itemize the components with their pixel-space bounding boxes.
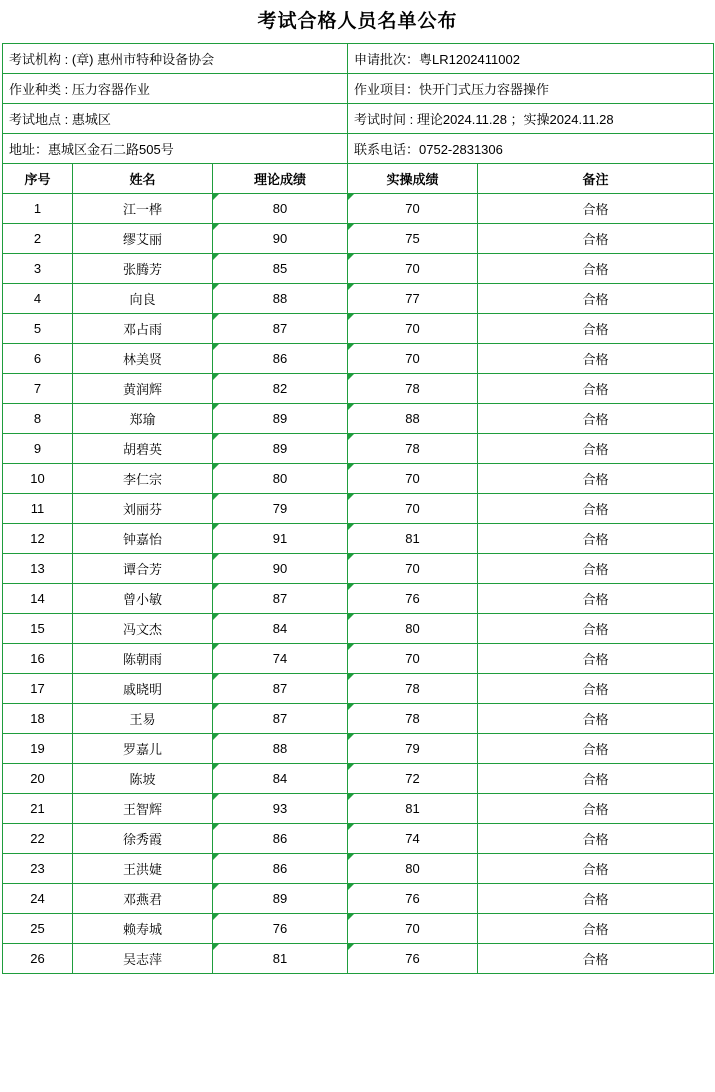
meta-address: 地址：惠城区金石二路505号 xyxy=(3,134,348,164)
cell-theory-score: 81 xyxy=(213,944,348,974)
cell-name: 罗嘉儿 xyxy=(73,734,213,764)
cell-index: 6 xyxy=(3,344,73,374)
cell-theory-score: 88 xyxy=(213,284,348,314)
cell-practice-score: 75 xyxy=(348,224,478,254)
column-header-practice: 实操成绩 xyxy=(348,164,478,194)
cell-name: 张腾芳 xyxy=(73,254,213,284)
cell-theory-score: 86 xyxy=(213,854,348,884)
cell-remark: 合格 xyxy=(478,464,714,494)
cell-theory-score: 82 xyxy=(213,374,348,404)
cell-remark: 合格 xyxy=(478,674,714,704)
cell-theory-score: 87 xyxy=(213,584,348,614)
cell-index: 14 xyxy=(3,584,73,614)
meta-work-type: 作业种类 : 压力容器作业 xyxy=(3,74,348,104)
cell-theory-score: 88 xyxy=(213,734,348,764)
cell-practice-score: 80 xyxy=(348,854,478,884)
cell-practice-score: 76 xyxy=(348,944,478,974)
cell-remark: 合格 xyxy=(478,374,714,404)
table-row xyxy=(3,794,714,824)
cell-practice-score: 70 xyxy=(348,254,478,284)
table-row xyxy=(3,224,714,254)
cell-theory-score: 76 xyxy=(213,914,348,944)
cell-name: 谭合芳 xyxy=(73,554,213,584)
cell-index: 2 xyxy=(3,224,73,254)
cell-practice-score: 76 xyxy=(348,884,478,914)
cell-practice-score: 81 xyxy=(348,794,478,824)
cell-practice-score: 70 xyxy=(348,464,478,494)
cell-remark: 合格 xyxy=(478,524,714,554)
cell-practice-score: 70 xyxy=(348,344,478,374)
cell-index: 5 xyxy=(3,314,73,344)
cell-theory-score: 86 xyxy=(213,824,348,854)
cell-practice-score: 80 xyxy=(348,614,478,644)
column-header-theory: 理论成绩 xyxy=(213,164,348,194)
cell-name: 黄润辉 xyxy=(73,374,213,404)
cell-index: 11 xyxy=(3,494,73,524)
cell-theory-score: 79 xyxy=(213,494,348,524)
cell-theory-score: 80 xyxy=(213,464,348,494)
cell-remark: 合格 xyxy=(478,584,714,614)
cell-name: 王洪婕 xyxy=(73,854,213,884)
cell-index: 1 xyxy=(3,194,73,224)
meta-row-worktype xyxy=(3,74,714,104)
exam-result-table xyxy=(2,43,714,974)
cell-theory-score: 84 xyxy=(213,764,348,794)
cell-name: 江一桦 xyxy=(73,194,213,224)
column-header-remark: 备注 xyxy=(478,164,714,194)
cell-index: 10 xyxy=(3,464,73,494)
column-header-name: 姓名 xyxy=(73,164,213,194)
meta-organization: 考试机构 : (章) 惠州市特种设备协会 xyxy=(3,44,348,74)
cell-index: 17 xyxy=(3,674,73,704)
cell-theory-score: 89 xyxy=(213,884,348,914)
cell-index: 7 xyxy=(3,374,73,404)
cell-theory-score: 74 xyxy=(213,644,348,674)
table-row xyxy=(3,824,714,854)
cell-remark: 合格 xyxy=(478,284,714,314)
meta-time: 考试时间 : 理论2024.11.28 ；实操2024.11.28 xyxy=(348,104,714,134)
cell-theory-score: 91 xyxy=(213,524,348,554)
table-row xyxy=(3,854,714,884)
cell-remark: 合格 xyxy=(478,494,714,524)
cell-name: 李仁宗 xyxy=(73,464,213,494)
cell-index: 19 xyxy=(3,734,73,764)
cell-theory-score: 86 xyxy=(213,344,348,374)
cell-practice-score: 70 xyxy=(348,194,478,224)
cell-name: 吴志萍 xyxy=(73,944,213,974)
table-row xyxy=(3,674,714,704)
cell-practice-score: 77 xyxy=(348,284,478,314)
cell-practice-score: 78 xyxy=(348,374,478,404)
meta-phone: 联系电话：0752-2831306 xyxy=(348,134,714,164)
table-row xyxy=(3,734,714,764)
table-row xyxy=(3,554,714,584)
cell-practice-score: 74 xyxy=(348,824,478,854)
table-row xyxy=(3,644,714,674)
cell-practice-score: 70 xyxy=(348,314,478,344)
table-row xyxy=(3,374,714,404)
cell-name: 向良 xyxy=(73,284,213,314)
cell-index: 22 xyxy=(3,824,73,854)
cell-name: 王易 xyxy=(73,704,213,734)
cell-remark: 合格 xyxy=(478,704,714,734)
cell-name: 邓占雨 xyxy=(73,314,213,344)
table-row xyxy=(3,464,714,494)
meta-row-address xyxy=(3,134,714,164)
cell-theory-score: 93 xyxy=(213,794,348,824)
cell-practice-score: 70 xyxy=(348,554,478,584)
cell-theory-score: 90 xyxy=(213,554,348,584)
table-row xyxy=(3,614,714,644)
cell-name: 邓燕君 xyxy=(73,884,213,914)
cell-index: 8 xyxy=(3,404,73,434)
cell-index: 13 xyxy=(3,554,73,584)
table-row xyxy=(3,194,714,224)
cell-remark: 合格 xyxy=(478,824,714,854)
cell-index: 12 xyxy=(3,524,73,554)
table-row xyxy=(3,494,714,524)
cell-index: 3 xyxy=(3,254,73,284)
cell-index: 18 xyxy=(3,704,73,734)
cell-name: 赖寿城 xyxy=(73,914,213,944)
cell-remark: 合格 xyxy=(478,194,714,224)
cell-name: 胡碧英 xyxy=(73,434,213,464)
cell-name: 曾小敏 xyxy=(73,584,213,614)
table-row xyxy=(3,944,714,974)
cell-remark: 合格 xyxy=(478,944,714,974)
table-row xyxy=(3,284,714,314)
meta-row-organization xyxy=(3,44,714,74)
cell-practice-score: 70 xyxy=(348,914,478,944)
cell-name: 郑瑜 xyxy=(73,404,213,434)
cell-index: 15 xyxy=(3,614,73,644)
cell-index: 21 xyxy=(3,794,73,824)
table-row xyxy=(3,254,714,284)
cell-remark: 合格 xyxy=(478,734,714,764)
table-row xyxy=(3,434,714,464)
cell-remark: 合格 xyxy=(478,344,714,374)
cell-theory-score: 89 xyxy=(213,434,348,464)
cell-index: 4 xyxy=(3,284,73,314)
cell-name: 王智辉 xyxy=(73,794,213,824)
cell-index: 20 xyxy=(3,764,73,794)
cell-remark: 合格 xyxy=(478,254,714,284)
cell-name: 缪艾丽 xyxy=(73,224,213,254)
cell-index: 23 xyxy=(3,854,73,884)
cell-theory-score: 87 xyxy=(213,704,348,734)
table-row xyxy=(3,404,714,434)
table-row xyxy=(3,344,714,374)
cell-name: 刘丽芬 xyxy=(73,494,213,524)
table-body xyxy=(3,44,714,974)
cell-theory-score: 85 xyxy=(213,254,348,284)
cell-name: 陈朝雨 xyxy=(73,644,213,674)
cell-remark: 合格 xyxy=(478,314,714,344)
page-title: 考试合格人员名单公布 xyxy=(257,10,458,32)
cell-practice-score: 81 xyxy=(348,524,478,554)
cell-name: 冯文杰 xyxy=(73,614,213,644)
cell-remark: 合格 xyxy=(478,884,714,914)
cell-name: 林美贤 xyxy=(73,344,213,374)
table-row xyxy=(3,704,714,734)
cell-remark: 合格 xyxy=(478,614,714,644)
cell-theory-score: 84 xyxy=(213,614,348,644)
table-row xyxy=(3,584,714,614)
cell-theory-score: 90 xyxy=(213,224,348,254)
cell-name: 戚晓明 xyxy=(73,674,213,704)
cell-name: 陈坡 xyxy=(73,764,213,794)
cell-practice-score: 79 xyxy=(348,734,478,764)
column-header-index: 序号 xyxy=(3,164,73,194)
cell-name: 钟嘉怡 xyxy=(73,524,213,554)
meta-project: 作业项目：快开门式压力容器操作 xyxy=(348,74,714,104)
cell-practice-score: 76 xyxy=(348,584,478,614)
cell-remark: 合格 xyxy=(478,404,714,434)
cell-index: 16 xyxy=(3,644,73,674)
cell-practice-score: 78 xyxy=(348,674,478,704)
cell-practice-score: 78 xyxy=(348,434,478,464)
cell-remark: 合格 xyxy=(478,554,714,584)
cell-remark: 合格 xyxy=(478,794,714,824)
cell-index: 24 xyxy=(3,884,73,914)
cell-index: 26 xyxy=(3,944,73,974)
table-row xyxy=(3,764,714,794)
cell-name: 徐秀霞 xyxy=(73,824,213,854)
table-row xyxy=(3,914,714,944)
cell-remark: 合格 xyxy=(478,854,714,884)
cell-index: 25 xyxy=(3,914,73,944)
cell-practice-score: 72 xyxy=(348,764,478,794)
cell-remark: 合格 xyxy=(478,764,714,794)
cell-remark: 合格 xyxy=(478,224,714,254)
cell-practice-score: 70 xyxy=(348,644,478,674)
cell-theory-score: 89 xyxy=(213,404,348,434)
table-header-row xyxy=(3,164,714,194)
table-row xyxy=(3,884,714,914)
meta-row-place xyxy=(3,104,714,134)
cell-remark: 合格 xyxy=(478,644,714,674)
cell-theory-score: 80 xyxy=(213,194,348,224)
cell-remark: 合格 xyxy=(478,434,714,464)
table-row xyxy=(3,314,714,344)
cell-practice-score: 70 xyxy=(348,494,478,524)
meta-place: 考试地点 : 惠城区 xyxy=(3,104,348,134)
meta-batch: 申请批次：粤LR1202411002 xyxy=(348,44,714,74)
cell-theory-score: 87 xyxy=(213,314,348,344)
cell-theory-score: 87 xyxy=(213,674,348,704)
table-row xyxy=(3,524,714,554)
cell-practice-score: 88 xyxy=(348,404,478,434)
cell-index: 9 xyxy=(3,434,73,464)
cell-remark: 合格 xyxy=(478,914,714,944)
cell-practice-score: 78 xyxy=(348,704,478,734)
